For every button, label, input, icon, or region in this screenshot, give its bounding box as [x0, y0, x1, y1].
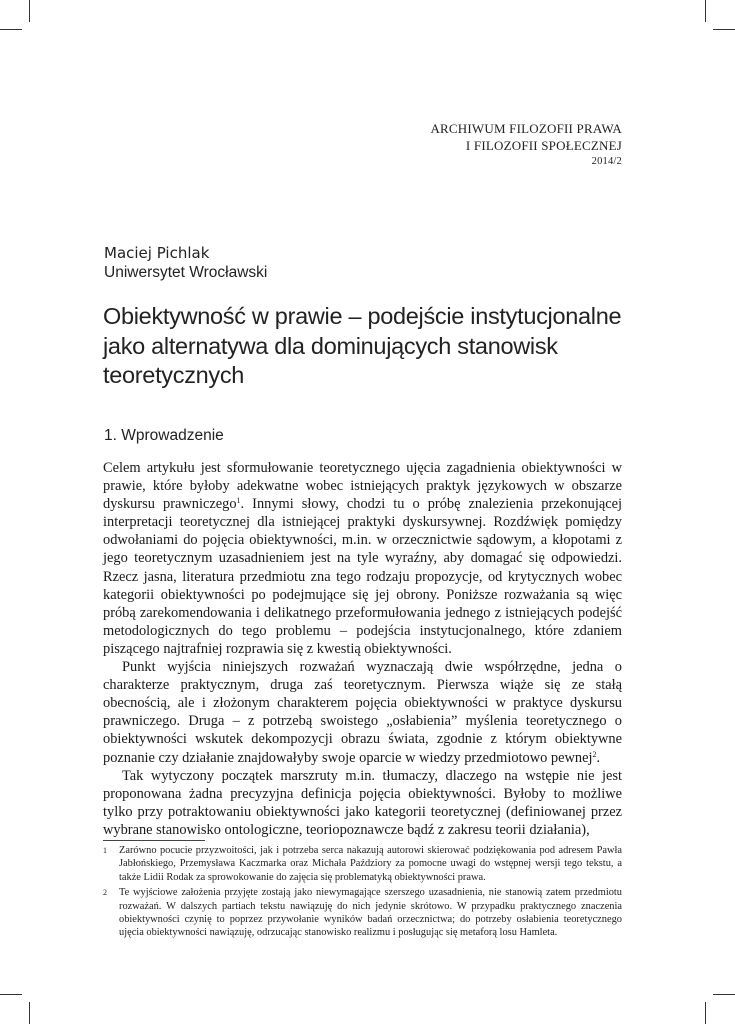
- journal-name-line1: ARCHIWUM FILOZOFII PRAWA: [430, 121, 622, 136]
- journal-header: [430, 120, 622, 169]
- footnote: [103, 844, 622, 884]
- footnote-divider: [103, 840, 205, 841]
- footnote: [103, 886, 622, 940]
- crop-mark: [29, 1002, 30, 1024]
- author-affiliation: Uniwersytet Wrocławski: [104, 264, 268, 281]
- footnote-text: Zarówno pocucie przyzwoitości, jak i potrzeba serca nakazują autorowi skierować podziękowania pod adresem Pawła Jabłońskiego, Przemysława Kaczmarka oraz Michała Paździory za pomocne uwagi do wstępnej wersji tego tekstu, a także Lidii Rodak za sprowokowanie do zajęcia się problematyką obiektywności prawa.: [119, 845, 622, 883]
- crop-mark: [713, 29, 735, 30]
- crop-mark: [705, 0, 706, 22]
- crop-mark: [0, 29, 22, 30]
- section-heading: 1. Wprowadzenie: [104, 427, 224, 444]
- crop-mark: [713, 994, 735, 995]
- author-name: Maciej Pichlak: [104, 244, 210, 262]
- footnote-number: 1: [103, 846, 107, 855]
- article-body: [103, 459, 622, 839]
- footnote-ref-2[interactable]: 2: [592, 749, 597, 759]
- paragraph-1: Celem artykułu jest sformułowanie teoretycznego ujęcia zagadnienia obiektywności w prawie, które byłoby adekwatne wobec istniejących praktyk językowych w obszarze dyskursu prawniczego$^1$. Innymi słowy, chodzi tu o próbę znalezienia przekonującej interpretacji teoretycznej dla istniejącej praktyki dyskursywnej. Rozdźwięk pomiędzy odwołaniami do pojęcia obiektywności, m.in. w orzecznictwie sądowym, a kłopotami z jego teoretycznym uzasadnieniem jest na tyle wyraźny, aby domagać się odpowiedzi. Rzecz jasna, literatura przedmiotu zna tego rodzaju propozycje, od krytycznych wobec kategorii obiektywności po podejmujące się jej obrony. Poniższe rozważania są więc próbą zarekomendowania i delikatnego przeformułowania jednego z istniejących podejść metodologicznych do tego problemu – podejścia instytucjonalnego, które zdaniem piszącego najtrafniej rozprawia się z kwestią obiektywności.: [103, 460, 622, 657]
- journal-issue: 2014/2: [591, 156, 622, 167]
- journal-name-line2: I FILOZOFII SPOŁECZNEJ: [465, 138, 622, 153]
- footnote-number: 2: [103, 888, 107, 898]
- crop-mark: [0, 994, 22, 995]
- footnotes: [103, 844, 622, 942]
- footnote-ref-1[interactable]: 1: [236, 496, 241, 506]
- article-title: Obiektywność w prawie – podejście instytucjonalne jako alternatywa dla dominujących stanowisk teoretycznych: [103, 303, 622, 388]
- paragraph-3: Tak wytyczony początek marszruty m.in. tłumaczy, dlaczego na wstępie nie jest proponowana żadna precyzyjna definicja pojęcia obiektywności. Byłoby to możliwe tylko przy potraktowaniu obiektywności jako kategorii teoretycznej (definiowanej przez wybrane stanowisko ontologiczne, teoriopoznawcze bądź z zakresu teorii działania),: [103, 767, 622, 838]
- paragraph-2: Punkt wyjścia niniejszych rozważań wyznaczają dwie współrzędne, jedna o charakterze praktycznym, druga zaś teoretycznym. Pierwsza wiąże się ze stałą obecnością, ale i złożonym charakterem pojęcia obiektywności w praktyce dyskursu prawniczego. Druga – z potrzebą swoistego „osłabienia” myślenia teoretycznego o obiektywności wskutek dekompozycji obrazu świata, zgodnie z którym obiektywne poznanie czy działanie znajdowałyby swoje oparcie w wiedzy przedmiotowo pewnej$^2$.: [103, 659, 622, 766]
- crop-mark: [29, 0, 30, 22]
- crop-mark: [705, 1002, 706, 1024]
- footnote-text: Te wyjściowe założenia przyjęte zostają jako niewymagające szerszego uzasadnienia, nie stanowią zatem przedmiotu rozważań. W dalszych partiach tekstu nawiązuję do nich jedynie skrótowo. W przypadku praktycznego znaczenia obiektywności czynię to poprzez przywołanie wyników badań orzecznictwa; do potrzeby osłabienia teoretycznego ujęcia obiektywności nawiązuję, odrzucając stanowisko realizmu i posługując się metaforą losu Hamleta.: [119, 887, 622, 939]
